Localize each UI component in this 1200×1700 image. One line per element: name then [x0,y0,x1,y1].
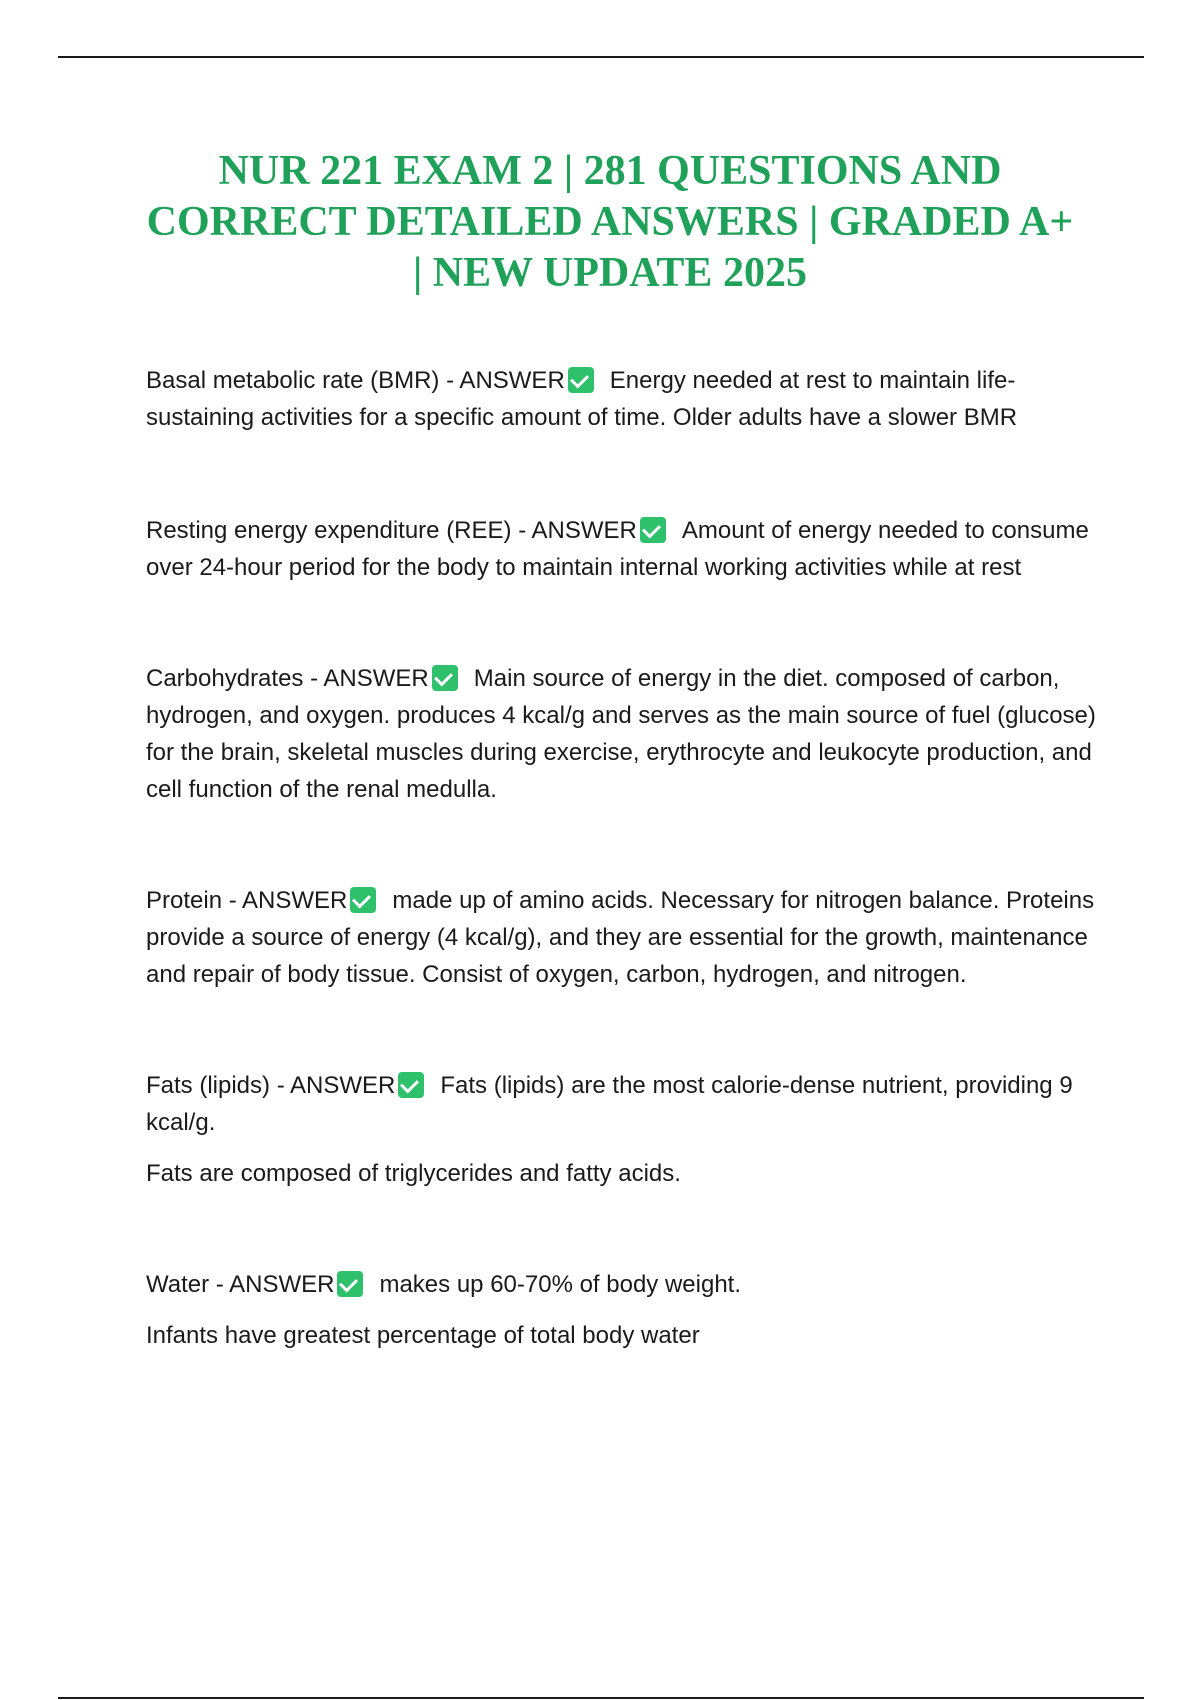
qa-term: Water - ANSWER [146,1271,335,1298]
checkmark-icon [350,887,376,913]
document-title: NUR 221 EXAM 2 | 281 QUESTIONS AND CORRECT DETAILED ANSWERS | GRADED A+ | NEW UPDATE 2025 [146,148,1074,296]
qa-answer: Amount of energy needed to consume over 24-hour period for the body to maintain internal working activities while at rest [146,517,1089,581]
qa-term: Carbohydrates - ANSWER [146,665,429,692]
qa-item [146,1266,1101,1354]
qa-main [146,512,1101,586]
checkmark-icon [640,517,666,543]
qa-main [146,660,1101,808]
qa-main [146,362,1101,436]
qa-answer: Main source of energy in the diet. composed of carbon, hydrogen, and oxygen. produces 4 kcal/g and serves as the main source of fuel (glucose) for the brain, skeletal muscles during exercise, erythrocyte and leukocyte production, and cell function of the renal medulla. [146,665,1096,803]
bottom-rule [58,1697,1144,1699]
qa-answer: Fats (lipids) are the most calorie-dense nutrient, providing 9 kcal/g. [146,1072,1073,1136]
qa-main [146,1067,1101,1141]
qa-term: Fats (lipids) - ANSWER [146,1072,396,1099]
qa-item [146,512,1101,586]
qa-main [146,1266,1101,1303]
checkmark-icon [398,1072,424,1098]
qa-list [146,362,1101,1354]
qa-item [146,362,1101,436]
qa-answer: made up of amino acids. Necessary for nitrogen balance. Proteins provide a source of energy (4 kcal/g), and they are essential for the growth, maintenance and repair of body tissue. Consist of oxygen, carbon, hydrogen, and nitrogen. [146,887,1095,988]
top-rule [58,56,1144,58]
qa-main [146,882,1101,993]
qa-item [146,660,1101,808]
qa-term: Resting energy expenditure (REE) - ANSWER [146,517,637,544]
qa-extra: Fats are composed of triglycerides and fatty acids. [146,1160,681,1187]
qa-answer: makes up 60-70% of body weight. [379,1271,742,1298]
qa-item [146,882,1101,993]
checkmark-icon [337,1271,363,1297]
checkmark-icon [432,665,458,691]
qa-answer: Energy needed at rest to maintain life-sustaining activities for a specific amount of time. Older adults have a slower BMR [146,367,1018,431]
qa-term: Basal metabolic rate (BMR) - ANSWER [146,367,565,394]
qa-item [146,1067,1101,1192]
qa-extra: Infants have greatest percentage of total body water [146,1322,700,1349]
checkmark-icon [568,367,594,393]
qa-term: Protein - ANSWER [146,887,348,914]
